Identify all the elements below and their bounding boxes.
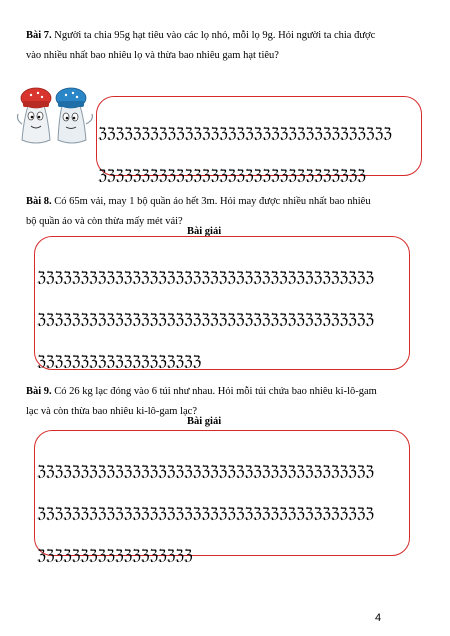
- answer-line: ℨℨℨℨℨℨℨℨℨℨℨℨℨℨℨℨℨℨℨℨℨℨℨℨℨℨℨℨℨℨℨℨℨℨℨℨℨℨℨ: [37, 506, 374, 522]
- answer-line: ℨℨℨℨℨℨℨℨℨℨℨℨℨℨℨℨℨℨℨ: [37, 354, 202, 370]
- answer-line: ℨℨℨℨℨℨℨℨℨℨℨℨℨℨℨℨℨℨℨℨℨℨℨℨℨℨℨℨℨℨℨℨℨℨℨℨℨℨℨ: [37, 464, 374, 480]
- question-8-text: Bài 8. Có 65m vải, may 1 bộ quần áo hết 3m. Hỏi may được nhiều nhất bao nhiêu bộ quần áo và còn thừa mấy mét vải?: [26, 196, 371, 227]
- page-number: 4: [375, 612, 382, 624]
- answer-line: ℨℨℨℨℨℨℨℨℨℨℨℨℨℨℨℨℨℨℨℨℨℨℨℨℨℨℨℨℨℨℨℨℨℨℨℨℨℨℨ: [37, 312, 374, 328]
- salt-pepper-shakers-icon: [14, 84, 98, 150]
- question-7-text: Bài 7. Người ta chia 95g hạt tiêu vào các lọ nhỏ, mỗi lọ 9g. Hỏi người ta chia được vào nhiều nhất bao nhiêu lọ và thừa bao nhiêu gam hạt tiêu?: [26, 30, 376, 61]
- answer-line: ℨℨℨℨℨℨℨℨℨℨℨℨℨℨℨℨℨℨℨℨℨℨℨℨℨℨℨℨℨℨℨℨℨℨ: [98, 126, 392, 142]
- solution-heading-9: Bài giải: [187, 416, 222, 427]
- answer-line: ℨℨℨℨℨℨℨℨℨℨℨℨℨℨℨℨℨℨℨℨℨℨℨℨℨℨℨℨℨℨℨ: [98, 168, 366, 184]
- answer-line: ℨℨℨℨℨℨℨℨℨℨℨℨℨℨℨℨℨℨ: [37, 548, 193, 564]
- answer-line: ℨℨℨℨℨℨℨℨℨℨℨℨℨℨℨℨℨℨℨℨℨℨℨℨℨℨℨℨℨℨℨℨℨℨℨℨℨℨℨ: [37, 270, 374, 286]
- answer-lines-7: [98, 99, 392, 197]
- answer-lines-9: [37, 437, 374, 577]
- answer-lines-8: [37, 243, 374, 383]
- question-9-text: Bài 9. Có 26 kg lạc đóng vào 6 túi như nhau. Hỏi mỗi túi chứa bao nhiêu ki-lô-gam lạc và còn thừa bao nhiêu ki-lô-gam lạc?: [26, 386, 377, 417]
- solution-heading-8: Bài giải: [187, 226, 222, 237]
